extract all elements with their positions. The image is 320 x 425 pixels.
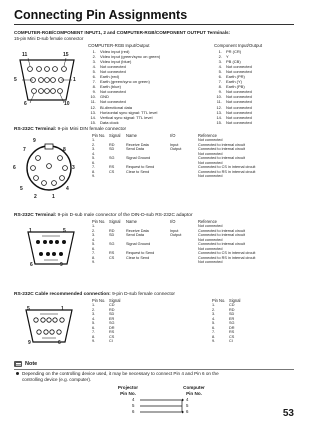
din-label-4: 4 bbox=[66, 186, 69, 192]
cable-left-row-pin: 1. bbox=[92, 303, 96, 307]
dsub-section-title: RS-232C Terminal: 9-pin D-sub male connector of the DIN-D-sub RS-232C adaptor bbox=[14, 213, 193, 218]
din-header-pin: Pin No. bbox=[92, 132, 106, 138]
din-row-pin: 7. bbox=[92, 165, 96, 170]
din-row-name bbox=[126, 174, 170, 179]
cable-label-5: 5 bbox=[27, 306, 30, 312]
dsub-row-pin: 8. bbox=[92, 255, 96, 260]
cable-left-row-signal: ER bbox=[109, 316, 115, 321]
component-pin-number: 3. bbox=[218, 59, 222, 65]
cable-right-row-pin: 5. bbox=[212, 321, 216, 326]
computer-label: Computer bbox=[183, 385, 205, 390]
rgb-pin-number: 10. bbox=[90, 94, 96, 100]
vga-heading: COMPUTER-RGB/COMPONENT INPUT1, 2 and COMPUTER-RGB/COMPONENT OUTPUT Terminals: bbox=[14, 30, 231, 35]
rgb-pin-text: Earth (red) bbox=[100, 74, 120, 80]
cable-left-row-pin: 4. bbox=[92, 316, 96, 321]
dsub-row-signal: RS bbox=[109, 251, 115, 256]
vga-subheading: 15-pin Mini D-sub female connector bbox=[14, 36, 84, 41]
din-row-signal: SG bbox=[109, 156, 115, 161]
rgb-pin-text: Earth (blue) bbox=[100, 84, 121, 90]
component-pin-list bbox=[212, 49, 252, 125]
rgb-pin-text: Not connected bbox=[100, 89, 126, 95]
rgb-pin-number: 4. bbox=[92, 64, 96, 70]
din-row-signal: RD bbox=[109, 142, 115, 147]
dsub-row-signal: RD bbox=[109, 228, 115, 233]
cable-left-row bbox=[92, 339, 122, 344]
dsub-label-5: 5 bbox=[63, 228, 66, 234]
dsub-row-io: Input bbox=[170, 228, 179, 233]
din-row-io: Input bbox=[170, 142, 179, 147]
cable-left-row-pin: 3. bbox=[92, 312, 96, 317]
dsub-row-signal: SD bbox=[109, 233, 115, 238]
component-pin-number: 15. bbox=[216, 119, 222, 125]
cable-left-row-pin: 6. bbox=[92, 325, 96, 330]
cable-right-row-signal: DR bbox=[229, 325, 235, 330]
cable-right-row-pin: 8. bbox=[212, 334, 216, 339]
din-row-pin: 1. bbox=[92, 138, 96, 142]
dsub-row-name: Request to Send bbox=[126, 251, 155, 256]
dsub-header-io: I/O bbox=[170, 218, 176, 224]
rgb-pin-text: Not connected bbox=[100, 69, 126, 75]
dsub-row-ref: Not connected bbox=[198, 237, 223, 242]
cable-left-header-signal: Signal bbox=[109, 297, 121, 303]
din-row-ref: Not connected bbox=[198, 174, 223, 179]
rgb-pin-number: 2. bbox=[92, 54, 96, 60]
rgb-pin-list bbox=[86, 49, 160, 125]
computer-heading bbox=[176, 385, 212, 396]
rgb-pin-text: Video input (red) bbox=[100, 49, 130, 54]
computer-pin-no-label: Pin No. bbox=[186, 390, 202, 396]
dsub-row-pin: 1. bbox=[92, 224, 96, 228]
cable-label-9: 9 bbox=[28, 340, 31, 346]
din-row-name: Signal Ground bbox=[126, 156, 151, 161]
dsub-row-pin: 4. bbox=[92, 237, 96, 242]
component-pin-item bbox=[212, 120, 252, 125]
dsub-row-io: Output bbox=[170, 233, 182, 238]
component-pin-text: Not connected bbox=[226, 99, 252, 105]
din-row-pin: 9. bbox=[92, 174, 96, 179]
vga-label-10: 10 bbox=[64, 101, 70, 107]
component-pin-text: Not connected bbox=[226, 64, 252, 70]
din-row-ref: Connected to CS in internal circuit bbox=[198, 165, 256, 170]
cable-right-row-signal: SG bbox=[229, 321, 235, 326]
projector-label: Projector bbox=[117, 385, 139, 390]
din-label-7: 7 bbox=[23, 147, 26, 153]
dsub-row-pin: 3. bbox=[92, 233, 96, 238]
dsub-label-6: 6 bbox=[30, 262, 33, 268]
din-header-signal: Signal bbox=[109, 132, 121, 138]
cable-right-row-signal: CD bbox=[229, 303, 235, 307]
din-row-ref: Connected to RS in internal circuit bbox=[198, 169, 256, 174]
dsub-label-9: 9 bbox=[60, 262, 63, 268]
rgb-pin-number: 14. bbox=[90, 114, 96, 120]
component-pin-text: Earth (PR) bbox=[226, 74, 245, 80]
cable-right-row-signal: CI bbox=[229, 339, 233, 344]
cable-left-row-signal: DR bbox=[109, 325, 115, 330]
rgb-pin-number: 5. bbox=[92, 69, 96, 75]
cable-left-header-pin: Pin No. bbox=[92, 297, 106, 303]
dsub-row-name: Clear to Send bbox=[126, 255, 150, 260]
rgb-pin-number: 9. bbox=[92, 89, 96, 95]
rgb-pin-text: Earth (green/sync on green) bbox=[100, 79, 150, 85]
cable-left-row-signal: CI bbox=[109, 339, 113, 344]
dsub-header-reference: Reference bbox=[198, 218, 217, 224]
component-pin-text: PB (CB) bbox=[226, 59, 241, 65]
component-pin-number: 11. bbox=[216, 99, 222, 105]
din-row-pin: 5. bbox=[92, 156, 96, 161]
rgb-pin-item bbox=[86, 115, 160, 120]
component-pin-text: Not connected bbox=[226, 69, 252, 75]
component-pin-text: Not connected bbox=[226, 109, 252, 115]
cable-left-row-signal: SG bbox=[109, 321, 115, 326]
rgb-pin-number: 13. bbox=[90, 109, 96, 115]
dsub-row-ref: Connected to internal circuit bbox=[198, 233, 246, 238]
din-row-signal: RS bbox=[109, 165, 115, 170]
rgb-column-title: COMPUTER-RGB Input/Output bbox=[88, 43, 150, 48]
din-label-6: 6 bbox=[13, 165, 16, 171]
din-row-ref: Not connected bbox=[198, 151, 223, 156]
dsub-row-pin: 7. bbox=[92, 251, 96, 256]
din-row-name: Clear to Send bbox=[126, 169, 150, 174]
din-label-8: 8 bbox=[63, 147, 66, 153]
vga-label-1: 1 bbox=[73, 77, 76, 83]
cable-right-row-pin: 3. bbox=[212, 312, 216, 317]
component-pin-text: Not connected bbox=[226, 119, 252, 125]
din-row-name: Receive Data bbox=[126, 142, 149, 147]
dsub-row-ref: Connected to RS in internal circuit bbox=[198, 255, 256, 260]
component-pin-number: 7. bbox=[218, 79, 222, 85]
din-label-1: 1 bbox=[52, 194, 55, 200]
cable-right-header-pin: Pin No. bbox=[212, 297, 226, 303]
din-row-ref: Connected to internal circuit bbox=[198, 156, 246, 161]
component-pin-number: 14. bbox=[216, 114, 222, 120]
component-column-title: Component Input/Output bbox=[214, 43, 263, 48]
din-row-pin: 8. bbox=[92, 169, 96, 174]
rgb-pin-number: 11. bbox=[90, 99, 96, 105]
dsub-row bbox=[92, 260, 257, 265]
cable-left-row-signal: RD bbox=[109, 307, 115, 312]
cable-right-header-signal: Signal bbox=[229, 297, 241, 303]
din-row-name: Send Data bbox=[126, 147, 144, 152]
rgb-pin-number: 8. bbox=[92, 84, 96, 90]
rgb-pin-text: Not connected bbox=[100, 64, 126, 70]
rgb-pin-text: Video input (green/sync on green) bbox=[100, 54, 161, 60]
dsub-row-ref: Connected to internal circuit bbox=[198, 228, 246, 233]
rgb-pin-text: Vertical sync signal: TTL level bbox=[100, 114, 153, 120]
page-number: 53 bbox=[282, 408, 294, 419]
cable-left-row-pin: 8. bbox=[92, 334, 96, 339]
dsub-row-pin: 5. bbox=[92, 242, 96, 247]
note-body bbox=[16, 371, 286, 383]
cable-left-row-signal: CS bbox=[109, 334, 115, 339]
vga-label-6: 6 bbox=[24, 101, 27, 107]
rgb-pin-number: 12. bbox=[90, 104, 96, 110]
din-label-5: 5 bbox=[20, 186, 23, 192]
vga-label-15: 15 bbox=[63, 52, 69, 58]
din-row-signal: SD bbox=[109, 147, 115, 152]
component-pin-text: Y bbox=[226, 54, 229, 60]
crossover-wires bbox=[138, 397, 184, 417]
computer-pin-6: 6 bbox=[186, 409, 189, 414]
note-label: Note bbox=[25, 361, 38, 367]
dsub-row-ref: Not connected bbox=[198, 246, 223, 251]
dsub-pin-table bbox=[92, 218, 257, 265]
computer-pin-5: 5 bbox=[186, 403, 189, 408]
bullet-icon bbox=[16, 372, 19, 375]
dsub-header-signal: Signal bbox=[109, 218, 121, 224]
cable-left-row-signal: CD bbox=[109, 303, 115, 307]
din-row-name: Request to Send bbox=[126, 165, 155, 170]
component-pin-number: 5. bbox=[218, 69, 222, 75]
vga-label-11: 11 bbox=[22, 52, 28, 58]
title-divider bbox=[14, 24, 294, 25]
din-row-io bbox=[170, 174, 198, 179]
projector-pin-4: 4 bbox=[132, 397, 135, 402]
component-pin-text: Not connected bbox=[226, 89, 252, 95]
dsub-row-signal bbox=[109, 260, 126, 265]
cable-right-row-pin: 9. bbox=[212, 339, 216, 344]
dsub-row-signal: SG bbox=[109, 242, 115, 247]
note-text-line1: Depending on the controlling device used, it may be necessary to connect Pin 4 and Pin 6 on the bbox=[22, 371, 219, 376]
computer-pin-4: 4 bbox=[186, 397, 189, 402]
component-pin-text: Not connected bbox=[226, 94, 252, 100]
dsub-connector-shell bbox=[28, 232, 74, 264]
note-divider bbox=[14, 369, 294, 370]
din-label-9: 9 bbox=[33, 138, 36, 144]
component-pin-text: Not connected bbox=[226, 104, 252, 110]
rgb-pin-text: Horizontal sync signal: TTL level bbox=[100, 109, 158, 115]
projector-pin-no-label: Pin No. bbox=[120, 390, 136, 396]
component-pin-number: 6. bbox=[218, 74, 222, 80]
cable-right-row-pin: 6. bbox=[212, 325, 216, 330]
cable-left-table bbox=[92, 297, 122, 344]
dsub-row-pin: 6. bbox=[92, 246, 96, 251]
dsub-header-pin: Pin No. bbox=[92, 218, 106, 224]
component-pin-text: PR (CR) bbox=[226, 49, 242, 54]
dsub-row-name: Signal Ground bbox=[126, 242, 151, 247]
cable-left-row-pin: 5. bbox=[92, 321, 96, 326]
cable-label-6: 6 bbox=[58, 340, 61, 346]
din-row-ref: Connected to internal circuit bbox=[198, 147, 246, 152]
cable-right-table bbox=[212, 297, 242, 344]
dsub-row-io bbox=[170, 260, 198, 265]
cable-section-title: RS-232C Cable recommended connection: 9-pin D-sub female connector bbox=[14, 292, 176, 297]
rgb-pin-text: GND bbox=[100, 94, 109, 100]
projector-pin-6: 6 bbox=[132, 409, 135, 414]
component-pin-number: 13. bbox=[216, 109, 222, 115]
note-heading bbox=[14, 361, 37, 367]
vga-connector-diagram bbox=[16, 52, 78, 108]
din-row-pin: 2. bbox=[92, 142, 96, 147]
dsub-row-name bbox=[126, 260, 170, 265]
cable-right-row-signal: ER bbox=[229, 316, 235, 321]
projector-heading bbox=[110, 385, 146, 396]
cable-right-row-pin: 1. bbox=[212, 303, 216, 307]
rgb-pin-text: Bi-directional data bbox=[100, 104, 133, 110]
component-pin-text: Earth (Y) bbox=[226, 79, 243, 85]
cable-right-row-signal: RD bbox=[229, 307, 235, 312]
din-header-reference: Reference bbox=[198, 132, 217, 138]
projector-pin-5: 5 bbox=[132, 403, 135, 408]
cable-right-row bbox=[212, 339, 242, 344]
din-row-ref: Not connected bbox=[198, 160, 223, 165]
rgb-pin-text: Video input (blue) bbox=[100, 59, 132, 65]
din-row-pin: 6. bbox=[92, 160, 96, 165]
component-pin-number: 10. bbox=[216, 94, 222, 100]
cable-right-row-pin: 7. bbox=[212, 330, 216, 335]
component-pin-number: 12. bbox=[216, 104, 222, 110]
dsub-row-ref: Not connected bbox=[198, 224, 223, 228]
din-header-io: I/O bbox=[170, 132, 176, 138]
rgb-pin-item bbox=[86, 120, 160, 125]
cable-left-row-signal: RS bbox=[109, 330, 115, 335]
din-label-2: 2 bbox=[34, 194, 37, 200]
component-pin-text: Not connected bbox=[226, 114, 252, 120]
din-section-title: RS-232C Terminal: 9-pin Mini DIN female connector bbox=[14, 127, 127, 132]
din-row bbox=[92, 174, 257, 179]
dsub-row-signal: CS bbox=[109, 255, 115, 260]
component-pin-number: 4. bbox=[218, 64, 222, 70]
din-row-ref: Not connected bbox=[198, 138, 223, 142]
dsub-label-1: 1 bbox=[29, 228, 32, 234]
note-icon bbox=[14, 361, 22, 367]
dsub-row-pin: 9. bbox=[92, 260, 96, 265]
note-text-line2: controlling device (e.g. computer). bbox=[22, 377, 92, 382]
din-row-pin: 3. bbox=[92, 147, 96, 152]
rgb-pin-text: Not connected bbox=[100, 99, 126, 105]
din-row-signal: CS bbox=[109, 169, 115, 174]
din-row-ref: Connected to internal circuit bbox=[198, 142, 246, 147]
rgb-pin-number: 6. bbox=[92, 74, 96, 80]
rgb-pin-text: Data clock bbox=[100, 119, 119, 125]
rgb-pin-number: 1. bbox=[92, 49, 96, 54]
din-label-3: 3 bbox=[72, 165, 75, 171]
dsub-row-ref: Connected to CS in internal circuit bbox=[198, 251, 256, 256]
din-pin-table bbox=[92, 132, 257, 179]
cable-left-row-pin: 7. bbox=[92, 330, 96, 335]
component-pin-number: 9. bbox=[218, 89, 222, 95]
dsub-row-name: Receive Data bbox=[126, 228, 149, 233]
cable-right-row-signal: CS bbox=[229, 334, 235, 339]
rgb-pin-number: 15. bbox=[90, 119, 96, 125]
cable-right-row-signal: SD bbox=[229, 312, 235, 317]
cable-right-row-signal: RS bbox=[229, 330, 235, 335]
component-pin-number: 1. bbox=[218, 49, 222, 54]
vga-label-5: 5 bbox=[14, 77, 17, 83]
cable-left-row-pin: 2. bbox=[92, 307, 96, 312]
cable-left-row-pin: 9. bbox=[92, 339, 96, 344]
component-pin-number: 2. bbox=[218, 54, 222, 60]
rgb-pin-number: 3. bbox=[92, 59, 96, 65]
page-title: Connecting Pin Assignments bbox=[14, 8, 188, 22]
din-row-signal bbox=[109, 174, 126, 179]
cable-label-1: 1 bbox=[61, 306, 64, 312]
cable-connector-shell bbox=[26, 310, 72, 342]
din-row-io: Output bbox=[170, 147, 182, 152]
rgb-pin-number: 7. bbox=[92, 79, 96, 85]
cable-right-row-pin: 4. bbox=[212, 316, 216, 321]
dsub-row-ref: Not connected bbox=[198, 260, 223, 265]
cable-left-row-signal: SD bbox=[109, 312, 115, 317]
dsub-header-name: Name bbox=[126, 218, 137, 224]
dsub-row-name: Send Data bbox=[126, 233, 144, 238]
component-pin-number: 8. bbox=[218, 84, 222, 90]
din-row-pin: 4. bbox=[92, 151, 96, 156]
cable-right-row-pin: 2. bbox=[212, 307, 216, 312]
din-header-name: Name bbox=[126, 132, 137, 138]
dsub-row-pin: 2. bbox=[92, 228, 96, 233]
dsub-row-ref: Connected to internal circuit bbox=[198, 242, 246, 247]
crossover-diagram bbox=[106, 385, 216, 417]
component-pin-text: Earth (PB) bbox=[226, 84, 245, 90]
